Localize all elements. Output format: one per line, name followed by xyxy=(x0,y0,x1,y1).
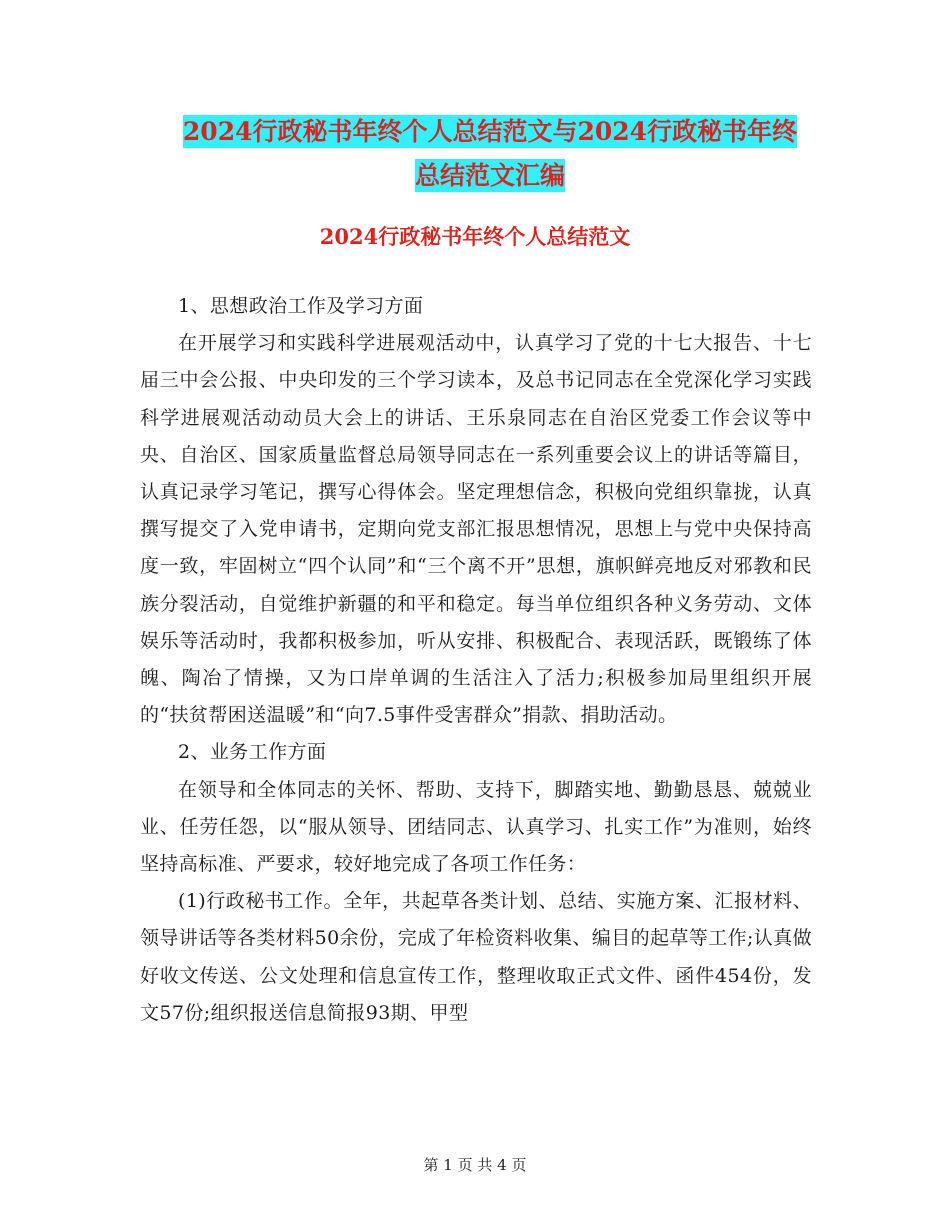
document-title-line1: 2024行政秘书年终个人总结范文与2024行政秘书年终 xyxy=(182,117,798,146)
paragraph-heading-2: 2、业务工作方面 xyxy=(178,741,327,764)
page-footer: 第 1 页 共 4 页 xyxy=(423,1156,527,1174)
paragraph: (1)行政秘书工作。全年，共起草各类计划、总结、实施方案、汇报材料、领导讲话等各类材料50余份，完成了年检资料收集、编目的起草等工作;认真做好收文传送、公文处理和信息宣传工作，整理收取正式文件、函件454份，发文57份;组织报送信息简报93期、甲型 xyxy=(140,890,812,1024)
paragraph-heading-1: 1、思想政治工作及学习方面 xyxy=(178,295,424,317)
paragraph: 在领导和全体同志的关怀、帮助、支持下，脚踏实地、勤勤恳恳、兢兢业业、任劳任怨，以“服从领导、团结同志、认真学习、扎实工作”为准则，始终坚持高标准、严要求，较好地完成了各项工作任务： xyxy=(140,778,812,876)
document-body xyxy=(140,288,812,1032)
section-title: 2024行政秘书年终个人总结范文 xyxy=(319,224,631,249)
document-title xyxy=(150,110,830,198)
document-title-line2: 总结范文汇编 xyxy=(414,161,565,190)
paragraph: 在开展学习和实践科学进展观活动中，认真学习了党的十七大报告、十七届三中会公报、中央印发的三个学习读本，及总书记同志在全党深化学习实践科学进展观活动动员大会上的讲话、王乐泉同志在自治区党委工作会议等中央、自治区、国家质量监督总局领导同志在一系列重要会议上的讲话等篇目，认真记录学习笔记，撰写心得体会。坚定理想信念，积极向党组织靠拢，认真撰写提交了入党申请书，定期向党支部汇报思想情况，思想上与党中央保持高度一致，牢固树立“四个认同”和“三个离不开”思想，旗帜鲜亮地反对邪教和民族分裂活动，自觉维护新疆的和平和稳定。每当单位组织各种义务劳动、文体娱乐等活动时，我都积极参加，听从安排、积极配合、表现活跃，既锻练了体魄、陶冶了情操，又为口岸单调的生活注入了活力;积极参加局里组织开展的“扶贫帮困送温暖”和“向7.5事件受害群众”捐款、捐助活动。 xyxy=(140,332,812,727)
